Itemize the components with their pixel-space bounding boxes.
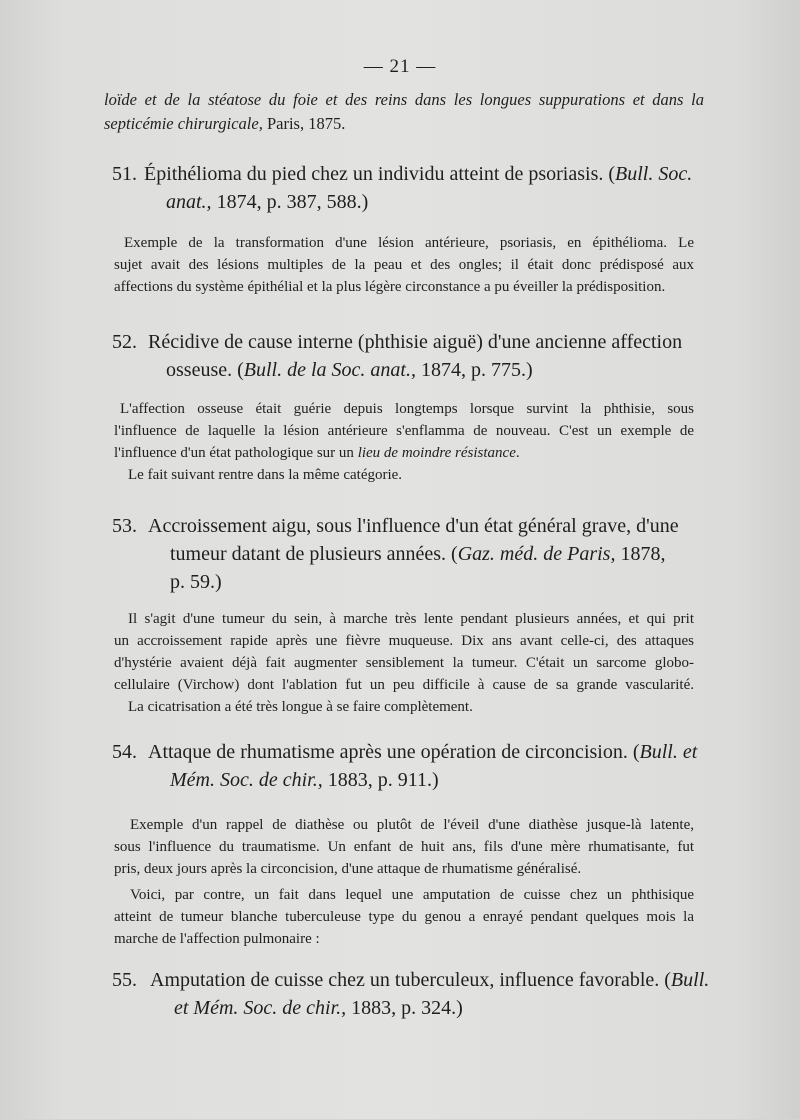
entry-number: 54.	[112, 741, 137, 763]
entry-title-text: Attaque de rhumatisme après une opération de circoncision. (	[148, 741, 640, 763]
entry-title-text: Amputation de cuisse chez un tuberculeux, influence favorable. (	[150, 969, 671, 991]
entry-citation-text: 1883, p. 324.)	[346, 997, 463, 1019]
entry-title-text: osseuse. (	[166, 359, 244, 381]
entry-title-line-1: Accroissement aigu, sous l'influence d'un état général grave, d'une	[148, 515, 679, 537]
entry-citation-italic: Bull. de la Soc. anat.,	[243, 359, 416, 381]
entry-number: 55.	[112, 969, 137, 991]
entry-title-line-2	[174, 994, 463, 1022]
entry-title-line-1: Récidive de cause interne (phthisie aiguë) d'une ancienne affection	[148, 331, 683, 353]
entry-52	[112, 328, 712, 388]
entry-title-line-2	[166, 188, 368, 216]
paragraph-line: l'influence de laquelle la lésion antérieure s'enflamma de nouveau. C'est un exemple de	[114, 423, 694, 439]
entry-number: 52.	[112, 331, 137, 353]
lead-text	[104, 88, 704, 136]
entry-citation-italic: Bull. Soc.	[615, 163, 693, 185]
paragraph-line: Exemple d'un rappel de diathèse ou plutôt de l'éveil d'une diathèse jusque-là latente,	[130, 817, 694, 833]
entry-citation-text: 1883, p. 911.)	[322, 769, 439, 791]
entry-citation-italic: Bull.	[670, 969, 710, 991]
entry-title-line-2	[170, 766, 439, 794]
lead-line-2	[104, 112, 704, 136]
paragraph-line: La cicatrisation a été très longue à se faire complètement.	[128, 699, 473, 715]
paragraph-line	[114, 442, 694, 464]
entry-51	[112, 160, 712, 220]
paragraph-line: d'hystérie avaient déjà fait augmenter sensiblement la tumeur. C'était un sarcome globo-	[114, 655, 694, 671]
paragraph-line: un accroissement rapide après une fièvre muqueuse. Dix ans avant celle-ci, des attaques	[114, 633, 694, 649]
lead-line-2-italic: septicémie chirurgicale,	[104, 114, 263, 133]
entry-title-line-3: p. 59.)	[170, 571, 222, 593]
entry-54	[112, 738, 712, 798]
paragraph-line: Le fait suivant rentre dans la même catégorie.	[128, 467, 403, 483]
paragraph-text: .	[515, 445, 520, 461]
entry-title-line-1	[150, 966, 709, 994]
paragraph-line: sous l'influence du traumatisme. Un enfant de huit ans, fils d'une mère rhumatisante, fut	[114, 839, 694, 855]
entry-citation-italic: et Mém. Soc. de chir.,	[174, 997, 347, 1019]
transition-paragraph	[114, 884, 694, 950]
paragraph-line: Voici, par contre, un fait dans lequel une amputation de cuisse chez un phthisique	[130, 887, 694, 903]
entry-citation-text: 1874, p. 775.)	[415, 359, 533, 381]
entry-53	[112, 512, 712, 602]
entry-number: 53.	[112, 515, 137, 537]
entry-52-paragraph	[114, 398, 694, 486]
entry-citation-italic: Bull. et	[639, 741, 698, 763]
entry-citation-text: 1878,	[615, 543, 666, 565]
entry-title-line-2	[170, 540, 665, 568]
entry-citation-italic: anat.,	[166, 191, 212, 213]
paragraph-emphasis: lieu de moindre résistance	[357, 445, 516, 461]
entry-53-paragraph	[114, 608, 694, 718]
entry-citation-italic: Mém. Soc. de chir.,	[170, 769, 323, 791]
page-number: — 21 —	[363, 56, 437, 77]
entry-title-text: tumeur datant de plusieurs années. (	[170, 543, 458, 565]
entry-55	[112, 966, 712, 1026]
paragraph-line: Exemple de la transformation d'une lésion antérieure, psoriasis, en épithélioma. Le	[124, 235, 694, 251]
entry-citation-italic: Gaz. méd. de Paris,	[457, 543, 616, 565]
paragraph-line: sujet avait des lésions multiples de la peau et des ongles; il était donc prédisposé aux	[114, 257, 694, 273]
paragraph-line: L'affection osseuse était guérie depuis longtemps lorsque survint la phthisie, sous	[120, 401, 694, 417]
entry-number: 51.	[112, 163, 137, 185]
entry-title-line-2	[166, 356, 533, 384]
paragraph-line: pris, deux jours après la circoncision, d'une attaque de rhumatisme généralisé.	[114, 861, 582, 877]
paragraph-line: Il s'agit d'une tumeur du sein, à marche très lente pendant plusieurs années, et qui prit	[128, 611, 694, 627]
paragraph-line: marche de l'affection pulmonaire :	[114, 931, 320, 947]
lead-line-2-plain: Paris, 1875.	[262, 114, 346, 133]
paragraph-line: cellulaire (Virchow) dont l'ablation fut un peu difficile à cause de sa grande vascularité.	[114, 677, 694, 693]
entry-title-text: Épithélioma du pied chez un individu atteint de psoriasis. (	[144, 163, 616, 185]
lead-line-1: loïde et de la stéatose du foie et des reins dans les longues suppurations et dans la	[104, 90, 704, 109]
entry-title-line-1	[148, 738, 697, 766]
entry-51-paragraph	[114, 232, 694, 298]
paragraph-text: l'influence d'un état pathologique sur un	[114, 445, 358, 461]
entry-54-paragraph	[114, 814, 694, 880]
entry-citation-text: 1874, p. 387, 588.)	[211, 191, 369, 213]
paragraph-line: atteint de tumeur blanche tuberculeuse type du genou a enrayé pendant quelques mois la	[114, 909, 694, 925]
entry-title-line-1	[144, 160, 692, 188]
paragraph-line: affections du système épithélial et la plus légère circonstance a pu éveiller la prédisposition.	[114, 279, 666, 295]
